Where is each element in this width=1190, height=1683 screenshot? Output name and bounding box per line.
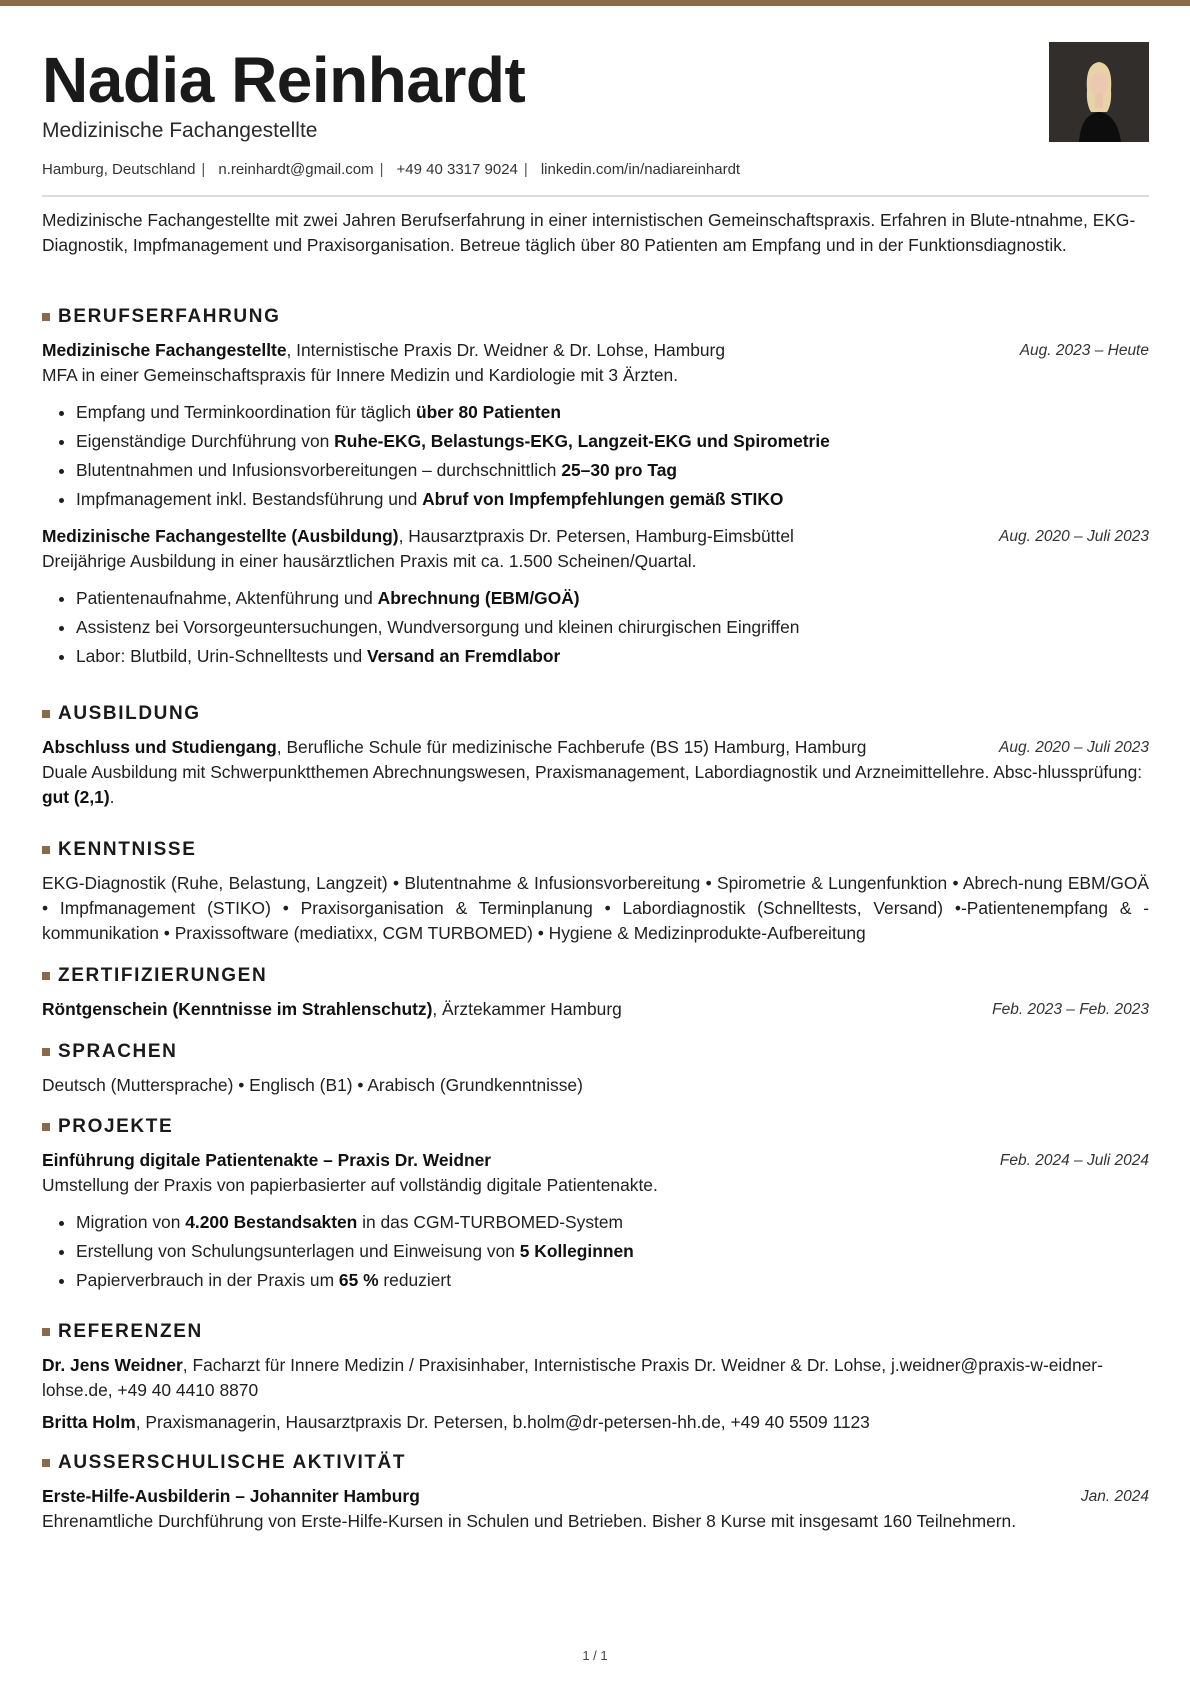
page-number: 1 / 1	[582, 1648, 608, 1663]
section-heading-label: KENNTNISSE	[58, 839, 197, 860]
entry-role: Medizinische Fachangestellte	[42, 340, 287, 360]
heading-square-icon	[42, 313, 50, 321]
experience-entry	[42, 524, 1149, 671]
separator: |	[523, 161, 528, 178]
entry-description: Duale Ausbildung mit Schwerpunktthemen Abrechnungswesen, Praxismanagement, Labordiagnostik und Arzneimittellehre. Absc-hlussprüfung: gut (2,1).	[42, 762, 1143, 807]
entry-bullets	[42, 584, 1149, 671]
section-heading	[42, 1040, 1149, 1064]
separator: |	[379, 161, 384, 178]
section-activities	[42, 1451, 1149, 1534]
entry-headline	[42, 1148, 1149, 1173]
bullet-item: • Blutentnahmen und Infusionsvorbereitungen – durchschnittlich 25–30 pro Tag	[76, 456, 1149, 485]
skills-list: EKG-Diagnostik (Ruhe, Belastung, Langzeit) • Blutentnahme & Infusionsvorbereitung • Spirometrie & Lungenfunktion • Abrech-nung EBM/GOÄ • Impfmanagement (STIKO) • Praxisorganisation & Terminplanung • Labordiagnostik (Schnelltests, Versand) •-Patientenempfang & -kommunikation • Praxissoftware (mediatixx, CGM TURBOMED) • Hygiene & Medizinprodukte-Aufbereitung	[42, 873, 1149, 943]
contact-phone[interactable]: +49 40 3317 9024	[396, 161, 518, 178]
cert-issuer: , Ärztekammer Hamburg	[432, 999, 622, 1019]
entry-description: MFA in einer Gemeinschaftspraxis für Innere Medizin und Kardiologie mit 3 Ärzten.	[42, 365, 679, 385]
entry-date: Aug. 2023 – Heute	[1019, 342, 1149, 359]
entry-bullets	[42, 398, 1149, 514]
entry-headline	[42, 1484, 1149, 1509]
bullet-item: • Eigenständige Durchführung von Ruhe-EKG, Belastungs-EKG, Langzeit-EKG und Spirometrie	[76, 427, 1149, 456]
entry-date: Feb. 2024 – Juli 2024	[999, 1152, 1149, 1169]
bullet-item: • Empfang und Terminkoordination für täglich über 80 Patienten	[76, 398, 1149, 427]
resume-header	[42, 0, 1149, 196]
project-title: Einführung digitale Patientenakte – Praxis Dr. Weidner	[42, 1150, 492, 1170]
heading-square-icon	[42, 1123, 50, 1131]
heading-square-icon	[42, 1048, 50, 1056]
section-heading	[42, 1115, 1149, 1139]
profile-summary: Medizinische Fachangestellte mit zwei Jahren Berufserfahrung in einer internistischen Gemeinschaftspraxis. Erfahren in Blute-ntnahme, EKG-Diagnostik, Impfmanagement und Praxisorganisation. Betreue täglich über 80 Patienten am Empfang und in der Funktionsdiagnostik.	[42, 210, 1136, 255]
entry-date: Aug. 2020 – Juli 2023	[999, 528, 1149, 545]
reference-entry: Dr. Jens Weidner, Facharzt für Innere Medizin / Praxisinhaber, Internistische Praxis Dr. Weidner & Dr. Lohse, j.weidner@praxis-w-eidner-lohse.de, +49 40 4410 8870	[42, 1355, 1103, 1400]
section-skills	[42, 838, 1149, 946]
section-heading-label: SPRACHEN	[58, 1041, 178, 1062]
heading-square-icon	[42, 1328, 50, 1336]
heading-square-icon	[42, 972, 50, 980]
education-entry	[42, 735, 1149, 810]
entry-headline	[42, 338, 1149, 363]
section-experience	[42, 305, 1149, 671]
entry-date: Jan. 2024	[1080, 1488, 1149, 1505]
bullet-item: • Labor: Blutbild, Urin-Schnelltests und Versand an Fremdlabor	[76, 642, 1149, 671]
profile-photo-graphic	[1049, 42, 1149, 142]
cert-name: Röntgenschein (Kenntnisse im Strahlenschutz)	[42, 999, 433, 1019]
entry-bullets	[42, 1208, 1149, 1295]
entry-degree: Abschluss und Studiengang	[42, 737, 277, 757]
entry-date: Aug. 2020 – Juli 2023	[999, 739, 1149, 756]
section-heading	[42, 964, 1149, 988]
heading-square-icon	[42, 710, 50, 718]
section-heading-label: AUSSERSCHULISCHE AKTIVITÄT	[58, 1452, 407, 1473]
entry-headline	[42, 524, 1149, 549]
candidate-title: Medizinische Fachangestellte	[42, 119, 318, 142]
entry-description: Ehrenamtliche Durchführung von Erste-Hilfe-Kursen in Schulen und Betrieben. Bisher 8 Kurse mit insgesamt 160 Teilnehmern.	[42, 1511, 1017, 1531]
section-heading-label: REFERENZEN	[58, 1321, 203, 1342]
resume-page	[42, 0, 1149, 1531]
activity-title: Erste-Hilfe-Ausbilderin – Johanniter Hamburg	[42, 1486, 420, 1506]
section-references	[42, 1320, 1149, 1435]
entry-headline	[42, 735, 1149, 760]
bullet-item: • Papierverbrauch in der Praxis um 65 % reduziert	[76, 1266, 1149, 1295]
section-certifications	[42, 964, 1149, 1022]
section-heading	[42, 838, 1149, 862]
entry-org: , Internistische Praxis Dr. Weidner & Dr. Lohse, Hamburg	[286, 340, 725, 360]
heading-square-icon	[42, 1459, 50, 1467]
entry-org: , Hausarztpraxis Dr. Petersen, Hamburg-Eimsbüttel	[398, 526, 794, 546]
contact-email[interactable]: n.reinhardt@gmail.com	[218, 161, 374, 178]
section-heading	[42, 1451, 1149, 1475]
experience-entry	[42, 338, 1149, 514]
bullet-item: • Patientenaufnahme, Aktenführung und Abrechnung (EBM/GOÄ)	[76, 584, 1149, 613]
contact-line	[42, 161, 740, 178]
project-entry	[42, 1148, 1149, 1295]
separator: |	[201, 161, 206, 178]
section-projects	[42, 1115, 1149, 1295]
entry-description: Umstellung der Praxis von papierbasierter auf vollständig digitale Patientenakte.	[42, 1175, 658, 1195]
heading-square-icon	[42, 846, 50, 854]
reference-entry: Britta Holm, Praxismanagerin, Hausarztpraxis Dr. Petersen, b.holm@dr-petersen-hh.de, +49 40 5509 1123	[42, 1412, 870, 1432]
header-divider	[42, 195, 1149, 197]
bullet-item: • Impfmanagement inkl. Bestandsführung und Abruf von Impfempfehlungen gemäß STIKO	[76, 485, 1149, 514]
activity-entry	[42, 1484, 1149, 1534]
section-heading-label: AUSBILDUNG	[58, 703, 201, 724]
section-heading	[42, 1320, 1149, 1344]
contact-location: Hamburg, Deutschland	[42, 161, 196, 178]
section-languages	[42, 1040, 1149, 1098]
entry-description: Dreijährige Ausbildung in einer hausärztlichen Praxis mit ca. 1.500 Scheinen/Quartal.	[42, 551, 697, 571]
entry-role: Medizinische Fachangestellte (Ausbildung)	[42, 526, 399, 546]
certification-entry	[42, 997, 1149, 1022]
candidate-name: Nadia Reinhardt	[42, 44, 526, 116]
section-education	[42, 702, 1149, 810]
section-heading	[42, 305, 1149, 329]
section-heading-label: BERUFSERFAHRUNG	[58, 306, 281, 327]
entry-date: Feb. 2023 – Feb. 2023	[992, 1001, 1149, 1018]
section-heading-label: ZERTIFIZIERUNGEN	[58, 965, 268, 986]
section-heading	[42, 702, 1149, 726]
bullet-item: • Migration von 4.200 Bestandsakten in das CGM-TURBOMED-System	[76, 1208, 1149, 1237]
profile-photo	[1049, 42, 1149, 142]
section-heading-label: PROJEKTE	[58, 1116, 174, 1137]
languages-list: Deutsch (Muttersprache) • Englisch (B1) • Arabisch (Grundkenntnisse)	[42, 1075, 583, 1095]
bullet-item: • Erstellung von Schulungsunterlagen und Einweisung von 5 Kolleginnen	[76, 1237, 1149, 1266]
contact-linkedin[interactable]: linkedin.com/in/nadiareinhardt	[540, 161, 741, 178]
bullet-item: • Assistenz bei Vorsorgeuntersuchungen, Wundversorgung und kleinen chirurgischen Eingriffen	[76, 613, 1149, 642]
entry-school: , Berufliche Schule für medizinische Fachberufe (BS 15) Hamburg, Hamburg	[276, 737, 867, 757]
